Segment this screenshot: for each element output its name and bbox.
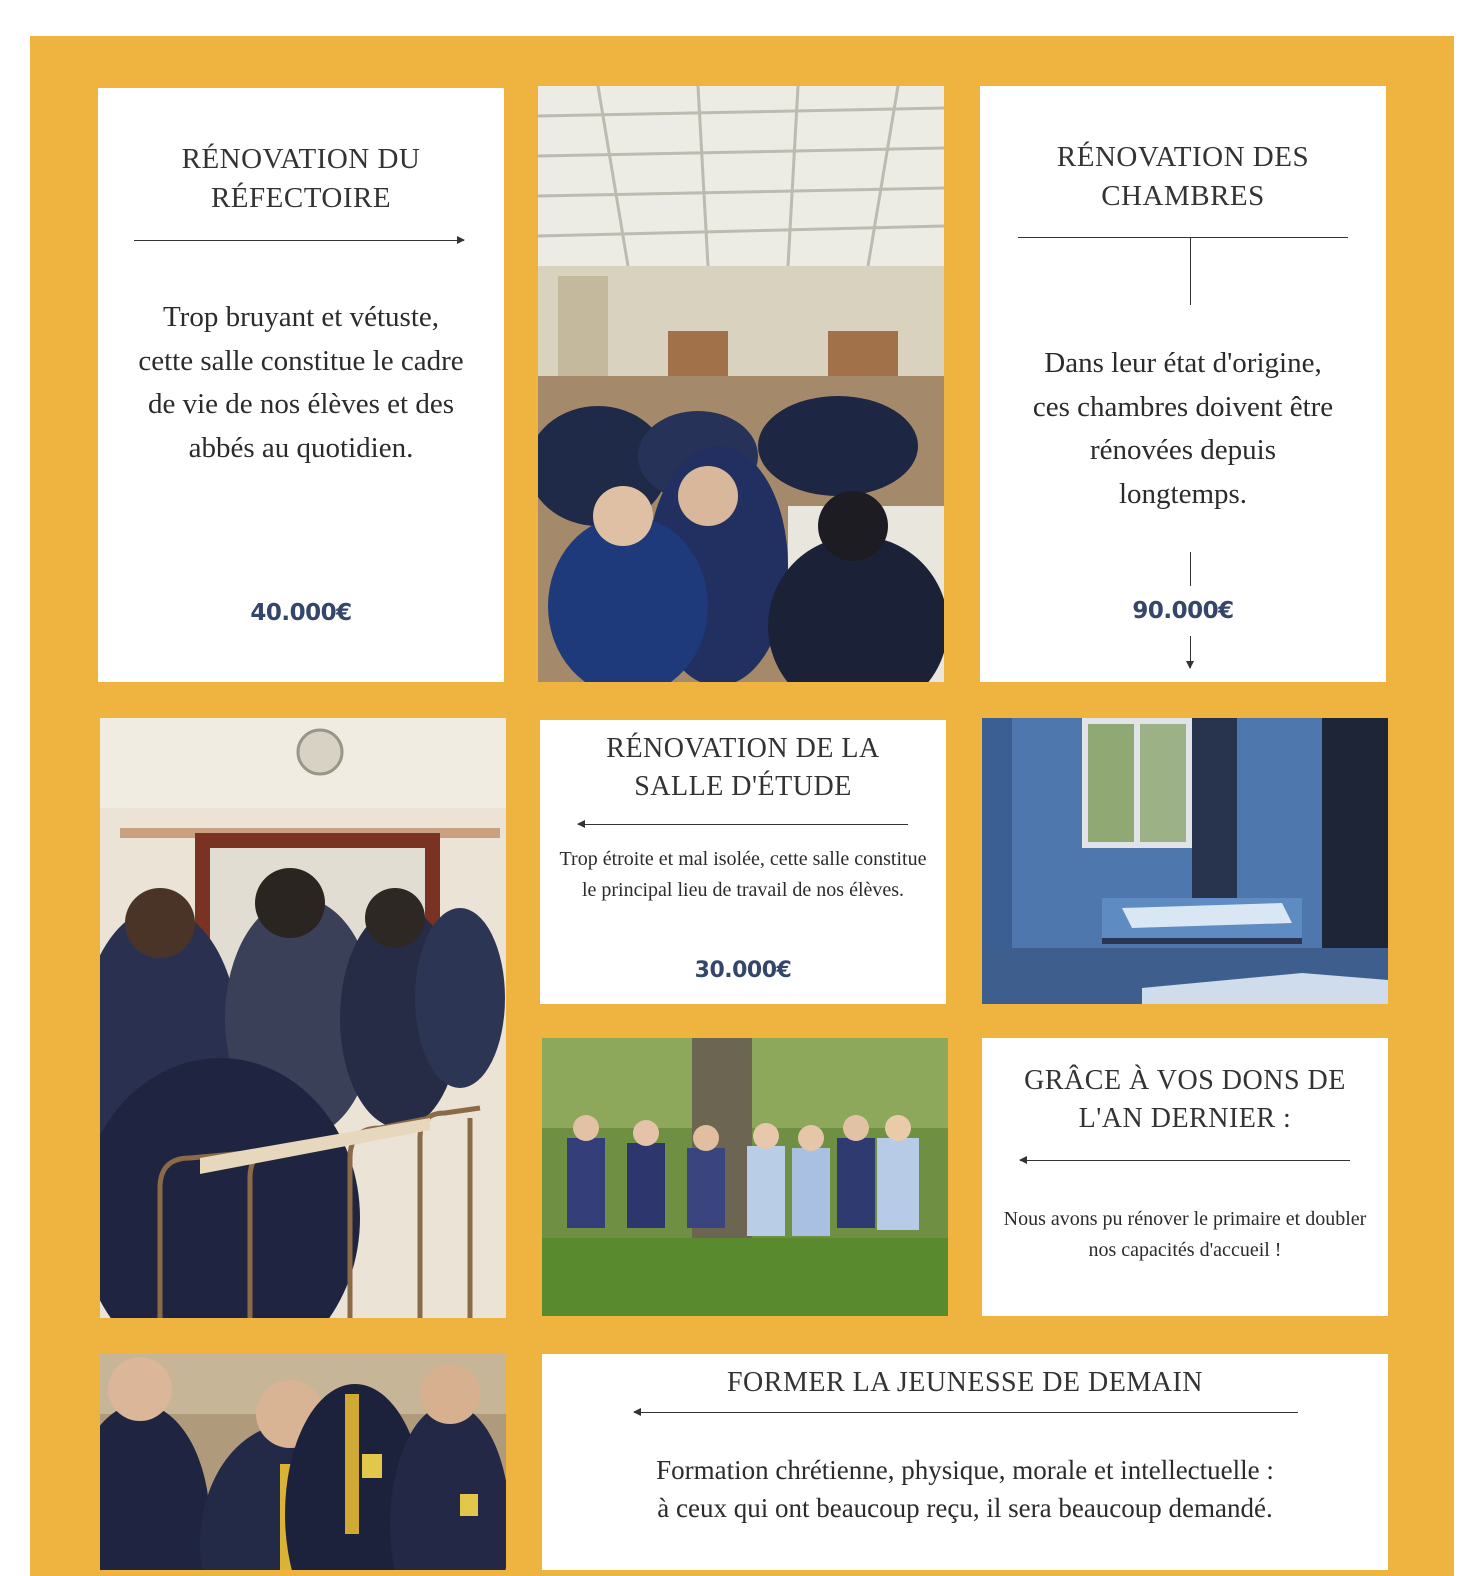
etude-arrow [578,824,908,825]
etude-price: 30.000€ [694,958,792,983]
chambres-connector [1190,237,1191,305]
dons-title: GRÂCE À VOS DONS DE L'AN DERNIER : [1024,1065,1346,1134]
children-photo [542,1038,948,1316]
former-text-line2: à ceux qui ont beaucoup reçu, il sera beaucoup demandé. [657,1493,1273,1523]
chambres-rule [1018,237,1348,238]
refectoire-arrow [134,240,464,241]
bedroom-photo [982,718,1388,1004]
etude-text: Trop étroite et mal isolée, cette salle constitue le principal lieu de travail de nos élèves. [559,848,927,901]
study-hall-photo [100,718,506,1318]
former-card [542,1354,1388,1570]
chambres-arrow-down [1190,636,1191,668]
chambres-card [980,86,1386,682]
refectoire-price: 40.000€ [250,600,352,626]
dons-text: Nous avons pu rénover le primaire et doubler nos capacités d'accueil ! [1003,1208,1367,1261]
chambres-text: Dans leur état d'origine, ces chambres doivent être rénovées depuis longtemps. [1032,347,1334,510]
chambres-title: RÉNOVATION DES CHAMBRES [1056,141,1310,213]
refectoire-text: Trop bruyant et vétuste, cette salle constitue le cadre de vie de nos élèves et des abbés au quotidien. [138,301,464,464]
etude-card [540,720,946,1004]
former-title: FORMER LA JEUNESSE DE DEMAIN [726,1367,1204,1398]
refectoire-card [98,88,504,682]
chambres-price: 90.000€ [1132,598,1234,624]
former-arrow [634,1412,1298,1413]
chambres-line-above-price [1190,552,1191,586]
etude-title: RÉNOVATION DE LA SALLE D'ÉTUDE [606,733,880,802]
refectory-photo [538,86,944,682]
uniform-students-photo [100,1354,506,1570]
refectoire-title: RÉNOVATION DU RÉFECTOIRE [181,143,421,215]
dons-card [982,1038,1388,1316]
former-text-line1: Formation chrétienne, physique, morale et intellectuelle : [656,1455,1274,1485]
dons-arrow [1020,1160,1350,1161]
